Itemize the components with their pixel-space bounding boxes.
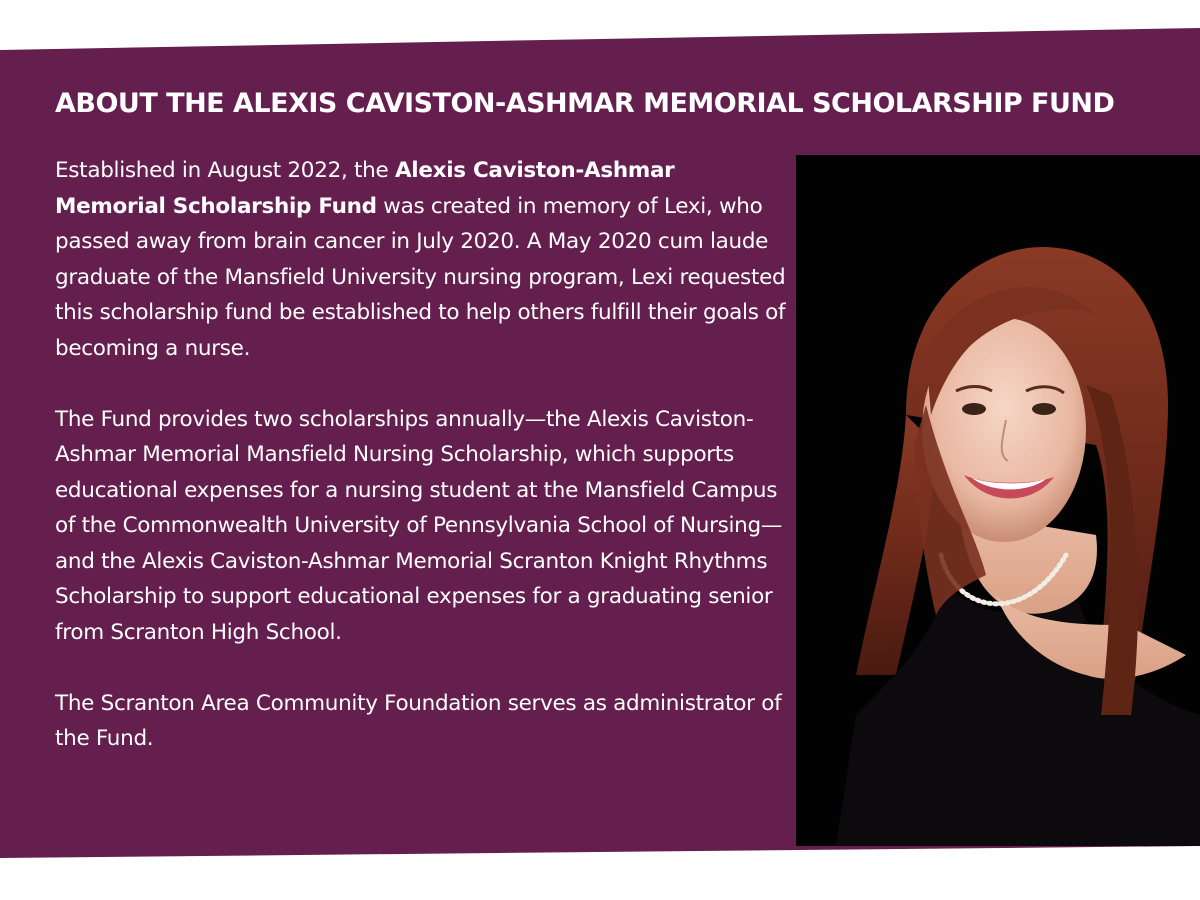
paragraph-scholarships: The Fund provides two scholarships annually—the Alexis Caviston-Ashmar Memorial Mansfield Nursing Scholarship, which supports educational expenses for a nursing student at the Mansfield Campus of the Commonwealth University of Pennsylvania School of Nursing—and the Alexis Caviston-Ashmar Memorial Scranton Knight Rhythms Scholarship to support educational expenses for a graduating senior from Scranton High School.	[55, 406, 783, 645]
paragraph-established	[55, 153, 790, 366]
right-eye	[1032, 403, 1056, 415]
portrait-photo	[796, 155, 1200, 846]
paragraph-rest: was created in memory of Lexi, who passed away from brain cancer in July 2020. A May 2020 cum laude graduate of the Mansfield University nursing program, Lexi requested this scholarship fund be established to help others fulfill their goals of becoming a nurse.	[55, 193, 786, 361]
paragraph-administrator: The Scranton Area Community Foundation serves as administrator of the Fund.	[55, 690, 782, 751]
body-text	[55, 153, 790, 792]
paragraph-intro: Established in August 2022, the	[55, 158, 395, 183]
page-title: ABOUT THE ALEXIS CAVISTON-ASHMAR MEMORIAL SCHOLARSHIP FUND	[55, 88, 1115, 119]
left-eye	[962, 403, 986, 415]
fund-name: Alexis Caviston-Ashmar Memorial Scholarship Fund	[55, 158, 675, 219]
portrait-illustration	[796, 155, 1200, 846]
